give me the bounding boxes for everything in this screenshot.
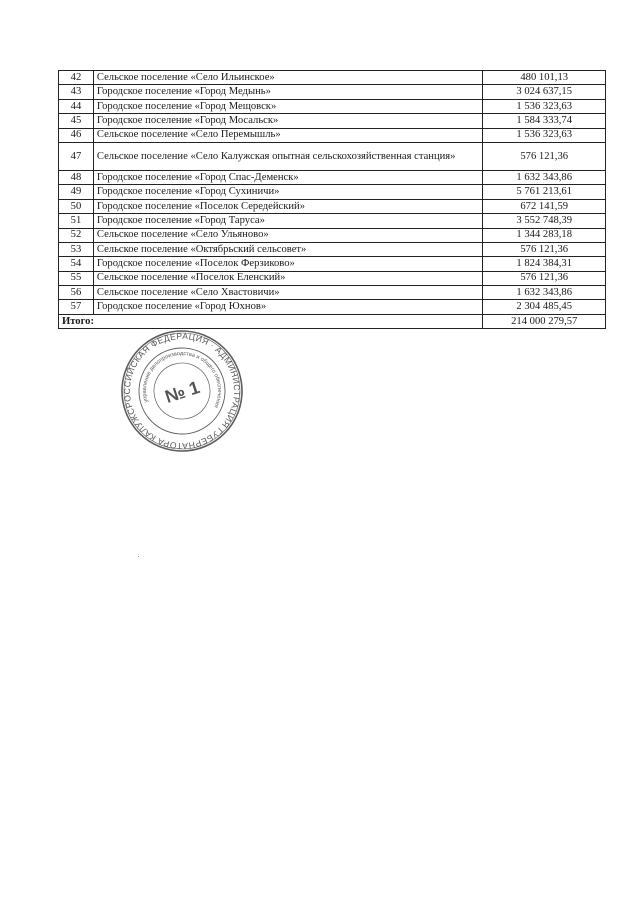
amount: 5 761 213,61 bbox=[483, 185, 606, 199]
row-number: 46 bbox=[59, 128, 94, 142]
row-number: 44 bbox=[59, 99, 94, 113]
row-number: 45 bbox=[59, 114, 94, 128]
allocation-table bbox=[58, 70, 606, 329]
table-row bbox=[59, 99, 606, 113]
table-row bbox=[59, 286, 606, 300]
settlement-name: Сельское поселение «Октябрьский сельсовет» bbox=[93, 242, 483, 256]
amount: 480 101,13 bbox=[483, 71, 606, 85]
settlement-name: Городское поселение «Город Юхнов» bbox=[93, 300, 483, 314]
settlement-name: Сельское поселение «Село Хвастовичи» bbox=[93, 286, 483, 300]
table-row bbox=[59, 257, 606, 271]
table-row bbox=[59, 185, 606, 199]
row-number: 42 bbox=[59, 71, 94, 85]
table-row bbox=[59, 71, 606, 85]
table-row bbox=[59, 271, 606, 285]
total-label: Итого: bbox=[59, 314, 483, 328]
settlement-name: Сельское поселение «Поселок Еленский» bbox=[93, 271, 483, 285]
settlement-name: Городское поселение «Город Спас-Деменск» bbox=[93, 170, 483, 184]
table-row bbox=[59, 85, 606, 99]
table-row bbox=[59, 242, 606, 256]
table-row bbox=[59, 142, 606, 170]
table-row bbox=[59, 300, 606, 314]
amount: 576 121,36 bbox=[483, 271, 606, 285]
table-row bbox=[59, 228, 606, 242]
row-number: 57 bbox=[59, 300, 94, 314]
settlement-name: Сельское поселение «Село Перемышль» bbox=[93, 128, 483, 142]
amount: 672 141,59 bbox=[483, 199, 606, 213]
amount: 3 552 748,39 bbox=[483, 214, 606, 228]
row-number: 56 bbox=[59, 286, 94, 300]
settlement-name: Сельское поселение «Село Калужская опытная сельскохозяйственная станция» bbox=[93, 142, 483, 170]
settlement-name: Городское поселение «Город Сухиничи» bbox=[93, 185, 483, 199]
table-row bbox=[59, 199, 606, 213]
settlement-name: Сельское поселение «Село Ульяново» bbox=[93, 228, 483, 242]
row-number: 49 bbox=[59, 185, 94, 199]
row-number: 43 bbox=[59, 85, 94, 99]
seal-outer-text: РОССИЙСКАЯ ФЕДЕРАЦИЯ · АДМИНИСТРАЦИЯ ГУБЕРНАТОРА КАЛУЖСКОЙ bbox=[121, 330, 243, 452]
amount: 1 632 343,86 bbox=[483, 170, 606, 184]
amount: 576 121,36 bbox=[483, 242, 606, 256]
settlement-name: Городское поселение «Город Мещовск» bbox=[93, 99, 483, 113]
amount: 576 121,36 bbox=[483, 142, 606, 170]
settlement-name: Городское поселение «Поселок Середейский» bbox=[93, 199, 483, 213]
row-number: 54 bbox=[59, 257, 94, 271]
amount: 2 304 485,45 bbox=[483, 300, 606, 314]
table-row bbox=[59, 114, 606, 128]
seal-number: № 1 bbox=[162, 377, 203, 407]
settlement-name: Городское поселение «Город Таруса» bbox=[93, 214, 483, 228]
row-number: 48 bbox=[59, 170, 94, 184]
settlement-name: Сельское поселение «Село Ильинское» bbox=[93, 71, 483, 85]
row-number: 51 bbox=[59, 214, 94, 228]
total-amount: 214 000 279,57 bbox=[483, 314, 606, 328]
settlement-name: Городское поселение «Город Мосальск» bbox=[93, 114, 483, 128]
row-number: 53 bbox=[59, 242, 94, 256]
seal-inner-text: управление делопроизводства и общего обеспечения bbox=[141, 350, 223, 409]
table-row bbox=[59, 214, 606, 228]
amount: 1 536 323,63 bbox=[483, 128, 606, 142]
amount: 1 536 323,63 bbox=[483, 99, 606, 113]
settlement-name: Городское поселение «Город Медынь» bbox=[93, 85, 483, 99]
table-row bbox=[59, 128, 606, 142]
settlement-name: Городское поселение «Поселок Ферзиково» bbox=[93, 257, 483, 271]
amount: 1 584 333,74 bbox=[483, 114, 606, 128]
amount: 1 632 343,86 bbox=[483, 286, 606, 300]
scan-speck bbox=[138, 556, 139, 557]
official-seal bbox=[120, 322, 244, 460]
row-number: 55 bbox=[59, 271, 94, 285]
amount: 1 824 384,31 bbox=[483, 257, 606, 271]
amount: 3 024 637,15 bbox=[483, 85, 606, 99]
amount: 1 344 283,18 bbox=[483, 228, 606, 242]
allocation-table-body bbox=[59, 71, 606, 329]
row-number: 47 bbox=[59, 142, 94, 170]
row-number: 52 bbox=[59, 228, 94, 242]
table-row bbox=[59, 170, 606, 184]
row-number: 50 bbox=[59, 199, 94, 213]
